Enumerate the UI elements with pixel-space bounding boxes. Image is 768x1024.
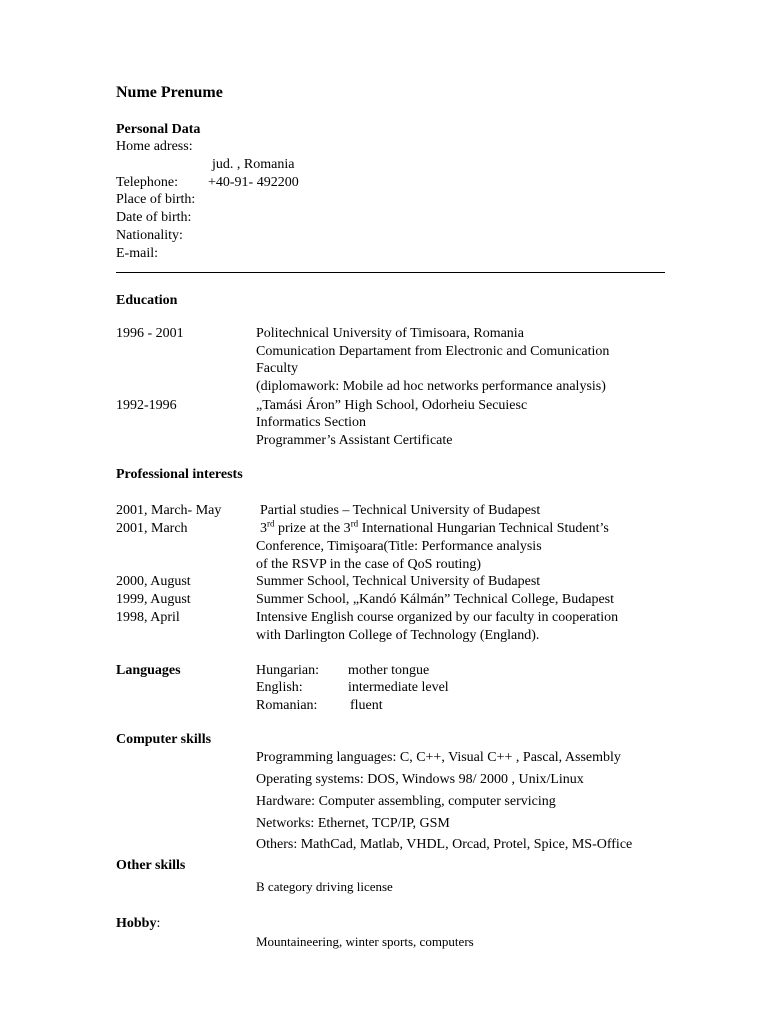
section-divider: [116, 272, 665, 273]
professional-text: 3rd prize at the 3rd International Hungarian Technical Student’s: [260, 518, 609, 536]
education-heading: Education: [116, 293, 178, 308]
place-of-birth-label: Place of birth:: [116, 192, 196, 207]
professional-text: Conference, Timişoara(Title: Performance analysis: [256, 539, 542, 554]
professional-date: 1998, April: [116, 610, 180, 625]
personal-data-heading: Personal Data: [116, 122, 201, 137]
professional-text: of the RSVP in the case of QoS routing): [256, 557, 482, 572]
computer-skill: Hardware: Computer assembling, computer servicing: [256, 794, 556, 809]
home-address-label: Home adress:: [116, 139, 193, 154]
education-line: Faculty: [256, 361, 298, 376]
other-skill-text: B category driving license: [256, 879, 393, 894]
computer-skill: Others: MathCad, Matlab, VHDL, Orcad, Protel, Spice, MS-Office: [256, 837, 633, 852]
address-line: jud. , Romania: [212, 157, 295, 172]
language-name: Hungarian:: [256, 663, 319, 678]
education-line: „Tamási Áron” High School, Odorheiu Secuiesc: [256, 398, 528, 413]
professional-date: 2001, March- May: [116, 503, 222, 518]
professional-interests-heading: Professional interests: [116, 467, 243, 482]
language-level: intermediate level: [348, 680, 449, 695]
nationality-label: Nationality:: [116, 228, 183, 243]
languages-heading: Languages: [116, 663, 181, 678]
education-line: Informatics Section: [256, 415, 367, 430]
language-name: Romanian:: [256, 698, 318, 713]
hobby-heading: Hobby:: [116, 916, 161, 931]
professional-date: 1999, August: [116, 592, 191, 607]
computer-skill: Programming languages: C, C++, Visual C++ , Pascal, Assembly: [256, 750, 621, 765]
computer-skills-heading: Computer skills: [116, 732, 212, 747]
telephone-label: Telephone:: [116, 175, 178, 190]
professional-text: Partial studies – Technical University of Budapest: [260, 503, 541, 518]
language-level: mother tongue: [348, 663, 430, 678]
professional-text: Intensive English course organized by our faculty in cooperation: [256, 610, 619, 625]
professional-text: Summer School, „Kandó Kálmán” Technical College, Budapest: [256, 592, 615, 607]
computer-skill: Operating systems: DOS, Windows 98/ 2000 , Unix/Linux: [256, 772, 584, 787]
education-line: (diplomawork: Mobile ad hoc networks performance analysis): [256, 379, 606, 394]
language-level: fluent: [350, 698, 383, 713]
professional-date: 2001, March: [116, 521, 188, 536]
education-line: Politechnical University of Timisoara, Romania: [256, 326, 524, 341]
date-of-birth-label: Date of birth:: [116, 210, 192, 225]
telephone-value: +40-91- 492200: [208, 175, 299, 190]
hobby-text: Mountaineering, winter sports, computers: [256, 934, 474, 949]
professional-date: 2000, August: [116, 574, 191, 589]
other-skills-heading: Other skills: [116, 858, 186, 873]
cv-name: Nume Prenume: [116, 84, 223, 101]
computer-skill: Networks: Ethernet, TCP/IP, GSM: [256, 816, 450, 831]
education-line: Programmer’s Assistant Certificate: [256, 433, 453, 448]
education-years: 1992-1996: [116, 398, 177, 413]
language-name: English:: [256, 680, 303, 695]
professional-text: with Darlington College of Technology (England).: [256, 628, 540, 643]
professional-text: Summer School, Technical University of Budapest: [256, 574, 541, 589]
education-years: 1996 - 2001: [116, 326, 184, 341]
education-line: Comunication Departament from Electronic and Comunication: [256, 344, 610, 359]
email-label: E-mail:: [116, 246, 158, 261]
